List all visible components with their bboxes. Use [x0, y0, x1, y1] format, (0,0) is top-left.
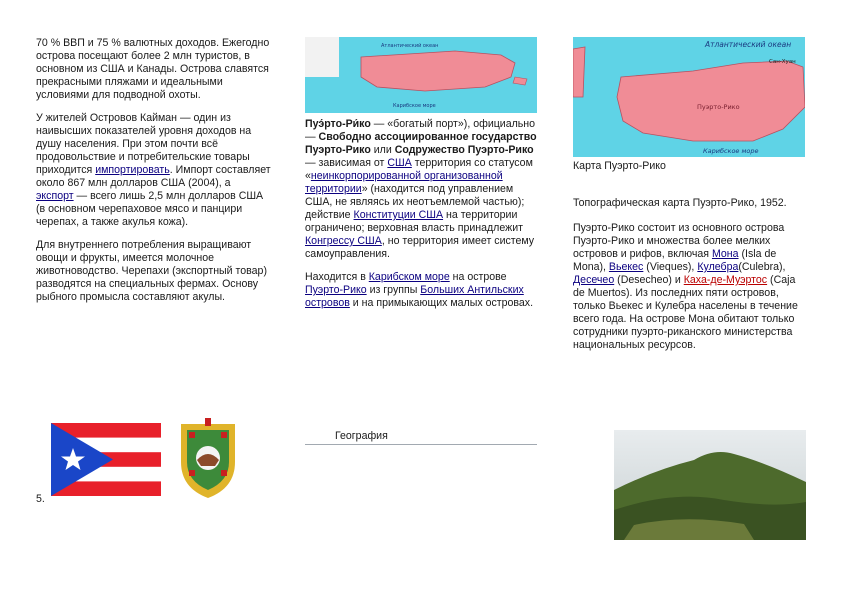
- section-divider: [305, 444, 537, 445]
- map-ocean-label: Атлантический океан: [381, 43, 439, 49]
- text-run: и на примыкающих малых островах.: [349, 297, 534, 309]
- text-run: , но территория имеет систему самоуправления.: [305, 235, 535, 260]
- link-import[interactable]: импортировать: [95, 164, 170, 176]
- wiki-link[interactable]: Кулебра: [697, 261, 739, 273]
- map-sea-label: Карибское море: [393, 103, 436, 109]
- text-run: на острове: [449, 271, 507, 283]
- slide-number: 5.: [36, 493, 45, 505]
- left-column: [36, 37, 271, 314]
- puerto-rico-flag: [51, 423, 161, 496]
- paragraph-income: У жителей Островов Кайман — один из наивысших показателей уровня доходов на душу населения. При этом почти всё продовольствие и потребительские товары приходится импортировать. Импорт составляет около 867 млн долларов США (2004), а экспорт — всего лишь 2,5 млн долларов США (в основном черепаховое мясо и панцири черепах, а также акулья кожа).: [36, 112, 271, 228]
- map-city-label: Сан-Хуан: [769, 59, 796, 65]
- wiki-link[interactable]: Конституции США: [353, 209, 444, 221]
- paragraph-puerto-rico-intro: [305, 118, 537, 261]
- text-run: (Isla de Mona),: [573, 248, 777, 273]
- text-run: (Vieques),: [643, 261, 698, 273]
- paragraph-agriculture: Для внутреннего потребления выращивают овощи и фрукты, имеется молочное животноводство. Черепахи (экспортный товар) разводятся на специальных фермах. Основу рыбного промысла составляют акулы.: [36, 239, 267, 303]
- topo-map-caption: Топографическая карта Пуэрто-Рико, 1952.: [573, 197, 787, 209]
- text-run: (Culebra),: [738, 261, 786, 273]
- right-column: [573, 160, 805, 362]
- puerto-rico-map-large[interactable]: [573, 37, 805, 157]
- bold-term: Свободно ассоциированное государство Пуэрто-Рико: [305, 131, 537, 156]
- wiki-link[interactable]: Карибском море: [368, 271, 450, 283]
- text-run: (Caja de Muertos). Из последних пяти островов, только Вьекес и Кулебра населены в течение всего года. На острове Мона обитают только сотрудники пуэрто-риканского министерства национальных ресурсов.: [573, 274, 798, 351]
- paragraph-tourism: 70 % ВВП и 75 % валютных доходов. Ежегодно острова посещают более 2 млн туристов, в основном из США и Канады. Острова славятся прекрасными пляжами и идеальными условиями для подводной охоты.: [36, 37, 270, 101]
- text-run: » (находится под управлением США, не являясь их неотъемлемой частью); действие: [305, 183, 525, 221]
- geography-heading: География: [335, 430, 388, 442]
- text-run: Пуэрто-Рико состоит из основного острова Пуэрто-Рико и множества более мелких островов и рифов, включая: [573, 222, 785, 260]
- wiki-link[interactable]: США: [387, 157, 412, 169]
- wiki-link[interactable]: Конгрессу США: [305, 235, 382, 247]
- wiki-link[interactable]: Пуэрто-Рико: [305, 284, 367, 296]
- paragraph-location: [305, 271, 537, 310]
- text-run: (Desecheo) и: [614, 274, 684, 286]
- text-run: территория со статусом «: [305, 157, 533, 182]
- bold-term: Пуэ́рто-Ри́ко: [305, 118, 371, 130]
- wiki-link[interactable]: Больших Антильских островов: [305, 284, 524, 309]
- text-run: из группы: [366, 284, 421, 296]
- wiki-link[interactable]: Мона: [711, 248, 739, 260]
- wiki-link[interactable]: Каха-де-Муэртос: [683, 274, 768, 286]
- wiki-link[interactable]: Десечео: [573, 274, 615, 286]
- landscape-photo: [614, 430, 806, 540]
- wiki-link[interactable]: Вьекес: [608, 261, 644, 273]
- map-ocean-label-large: Атлантический океан: [705, 40, 792, 49]
- bold-term: Содружество Пуэрто-Рико: [394, 144, 534, 156]
- text-run: — «богатый порт»), официально —: [305, 118, 536, 143]
- text-run: на территории ограничено; верховная власть принадлежит: [305, 209, 523, 234]
- wiki-link[interactable]: неинкорпорированной организованной территории: [305, 170, 503, 195]
- link-export[interactable]: экспорт: [36, 190, 74, 202]
- map-island-label: Пуэрто-Рико: [697, 103, 740, 111]
- text-run: Находится в: [305, 271, 369, 283]
- text-run: или: [370, 144, 395, 156]
- text-run: — зависимая от: [305, 157, 388, 169]
- map-sea-label-large: Карибское море: [703, 147, 759, 155]
- puerto-rico-map-small[interactable]: [305, 37, 537, 113]
- map-caption: Карта Пуэрто-Рико: [573, 160, 666, 172]
- middle-column: [305, 118, 537, 320]
- paragraph-islands: [573, 222, 805, 352]
- coat-of-arms-image: [175, 418, 241, 500]
